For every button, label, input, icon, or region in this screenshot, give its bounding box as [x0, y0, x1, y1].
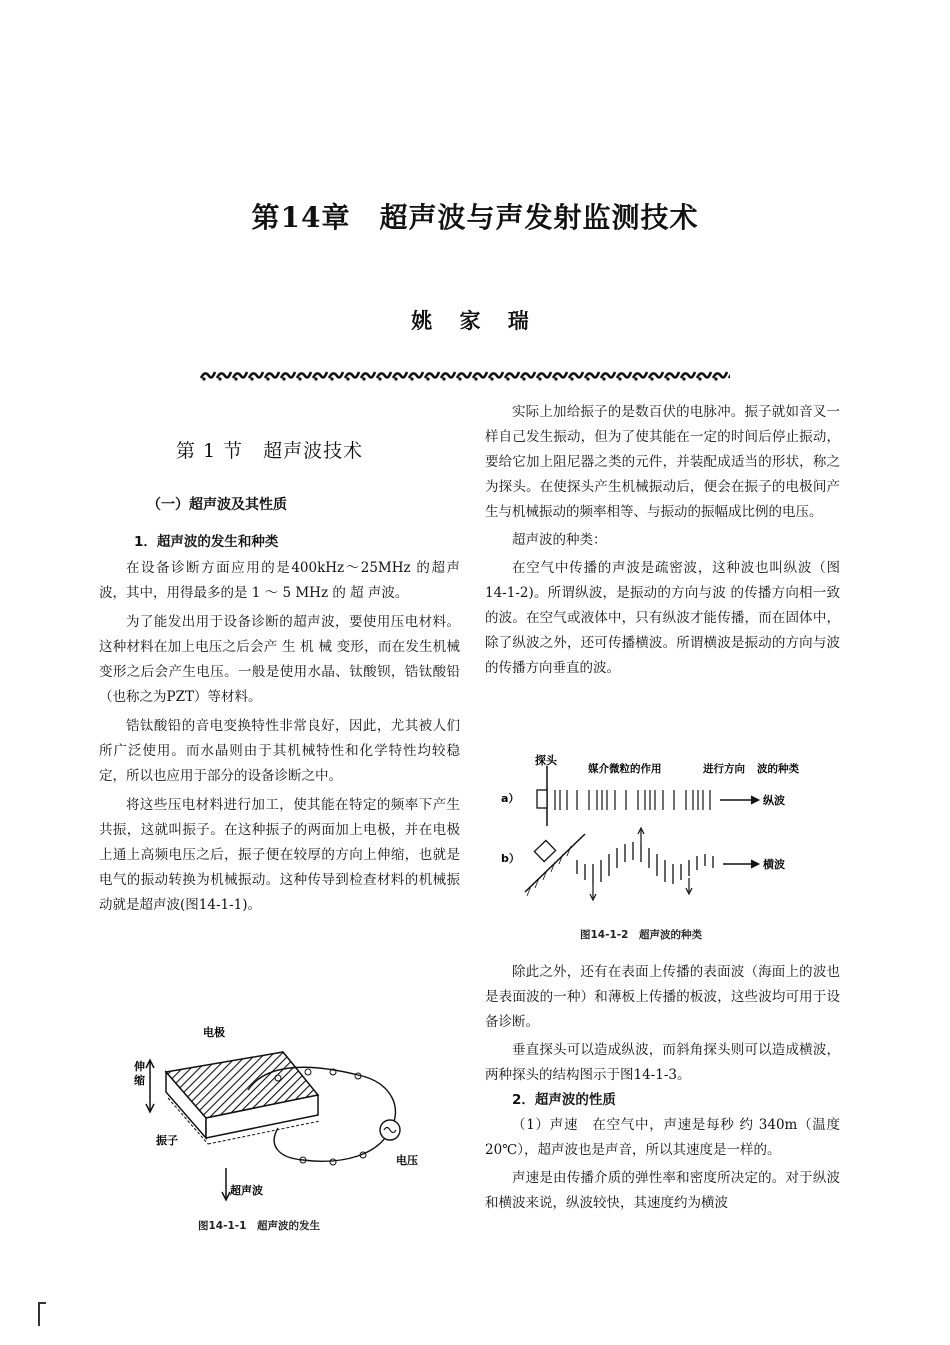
label-electrode: 电极: [203, 1026, 225, 1039]
paragraph: （1）声速 在空气中，声速是每秒 约 340m（温度20℃），超声波也是声音，所以其速度是一样的。: [485, 1117, 840, 1158]
right-column-text-top: [485, 400, 840, 681]
label-a: a）: [501, 792, 520, 805]
subsubsection-heading: 2．超声波的性质: [512, 1092, 616, 1108]
figure-wave-types: [495, 752, 840, 917]
figure-2-caption: 图14-1-2 超声波的种类: [580, 929, 702, 941]
label-stretch: 缩: [134, 1074, 145, 1087]
chapter-title: 第14章 超声波与声发射监测技术: [251, 201, 699, 234]
label-longitudinal: 纵波: [763, 794, 785, 807]
probe-icon: [537, 790, 547, 808]
subsection-heading: （一）超声波及其性质: [147, 497, 287, 513]
paragraph: 在空气中传播的声波是疏密波，这种波也叫纵波（图14-1-2)。所谓纵波，是振动的方向与波 的传播方向相一致的波。在空气或液体中，只有纵波才能传播，而在固体中，除了纵波之外，还可传播横波。所谓横波是振动的方向与波的传播方向垂直的波。: [485, 560, 840, 676]
right-column-text-bottom: [485, 960, 840, 1216]
label-direction: 进行方向: [703, 763, 745, 775]
paragraph: 将这些压电材料进行加工，使其能在特定的频率下产生共振，这就叫振子。在这种振子的两面加上电极，并在电极上通上高频电压之后，振子便在较厚的方向上伸缩，也就是电气的振动转换为机械振动。这种传导到检查材料的机械振动就是超声波(图14-1-1)。: [99, 797, 460, 913]
label-medium: 媒介微粒的作用: [588, 763, 662, 775]
label-ultrasonic: 超声波: [230, 1184, 263, 1197]
label-probe: 探头: [535, 754, 557, 767]
paragraph: 超声波的种类：: [512, 532, 607, 548]
paragraph: 为了能发出用于设备诊断的超声波，要使用压电材料。这种材料在加上电压之后会产 生 机 械 变形，而在发生机械变形之后会产生电压。一般是使用水晶、钛酸钡，锆钛酸铅（也称之为PZT）等材料。: [99, 614, 460, 705]
label-transverse: 横波: [763, 858, 785, 871]
author-name: 姚 家 瑞: [411, 308, 539, 333]
paragraph: 垂直探头可以造成纵波，而斜角探头则可以造成横波，两种探头的结构图示于图14-1-3。: [485, 1042, 840, 1083]
subsubsection-heading: 1．超声波的发生和种类: [134, 534, 279, 550]
paragraph: 实际上加给振子的是数百伏的电脉冲。振子就如音叉一样自己发生振动，但为了使其能在一定的时间后停止振动，要给它加上阻尼器之类的元件，并装配成适当的形状，称之为探头。在使探头产生机械振动后，便会在振子的电极间产生与机械振动的频率相等、与振动的振幅成比例的电压。: [485, 404, 840, 520]
section-title: 第 1 节 超声波技术: [176, 440, 364, 462]
label-stretch: 伸: [134, 1060, 145, 1073]
paragraph: 在设备诊断方面应用的是400kHz～25MHz 的超声波，其中，用得最多的是 1 ～ 5 MHz 的 超 声波。: [99, 560, 460, 601]
longitudinal-wave: [555, 790, 710, 810]
label-vibrator: 振子: [156, 1134, 178, 1147]
label-wave-type: 波的种类: [757, 763, 799, 775]
figure-1-caption: 图14-1-1 超声波的发生: [198, 1220, 320, 1232]
scan-corner-mark: [38, 1302, 46, 1326]
angle-probe-icon: [534, 840, 555, 861]
paragraph: 除此之外，还有在表面上传播的表面波（海面上的波也是表面波的一种）和薄板上传播的板波，这些波均可用于设备诊断。: [485, 964, 840, 1030]
figure-ultrasonic-generation: [128, 1020, 438, 1215]
paragraph: 锆钛酸铅的音电变换特性非常良好，因此，尤其被人们所广泛使用。而水晶则由于其机械特性和化学特性均较稳定，所以也应用于部分的设备诊断之中。: [99, 718, 460, 784]
transverse-wave: [577, 842, 713, 884]
label-b: b）: [501, 852, 520, 865]
left-column-text: [99, 556, 460, 918]
ornament-divider: [200, 367, 730, 383]
label-voltage: 电压: [396, 1154, 418, 1167]
paragraph: 声速是由传播介质的弹性率和密度所决定的。对于纵波和横波来说，纵波较快，其速度约为横波: [485, 1170, 840, 1211]
